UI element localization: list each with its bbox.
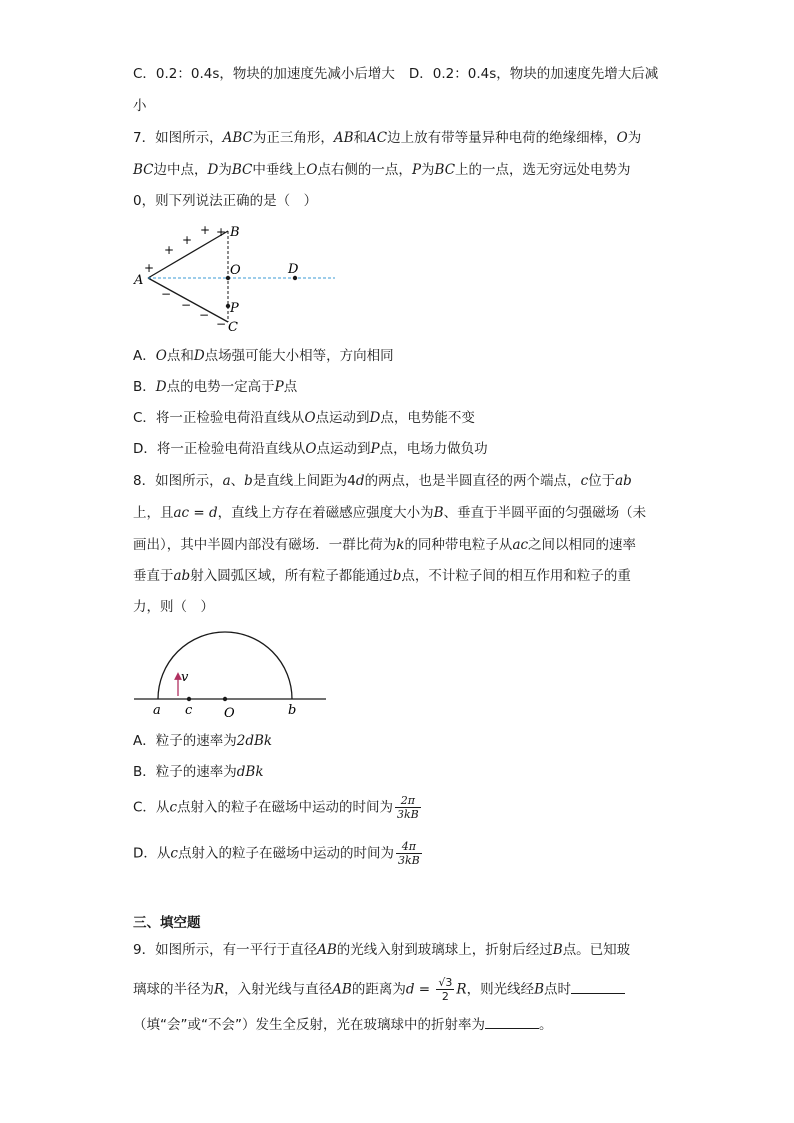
- q8-stem-line1: [133, 471, 632, 491]
- q9-text: （填“会”或“不会”）发生全反射，光在玻璃球中的折射率为: [133, 1017, 485, 1033]
- option-text: C．从: [133, 799, 170, 816]
- option-var: D: [193, 348, 205, 364]
- label-v: v: [181, 670, 189, 685]
- q8-text: 力，则（ ）: [133, 599, 214, 615]
- label-P: P: [230, 301, 239, 316]
- point-c: [187, 697, 191, 701]
- q9-var: AB: [332, 981, 352, 998]
- option-text: B．: [133, 379, 156, 395]
- q8-stem-line4: [133, 566, 631, 586]
- q9-text: ，入射光线与直径: [224, 981, 333, 998]
- q8-option-b: [133, 762, 264, 782]
- q8-var: ab: [615, 473, 632, 489]
- q8-text: 的同种带电粒子从: [404, 537, 513, 553]
- label-O: O: [224, 706, 235, 720]
- q8-text: 画出），其中半圆内部没有磁场．一群比荷为: [133, 537, 397, 553]
- q7-stem-line3: [133, 191, 317, 211]
- minus-sign: −: [181, 298, 192, 312]
- fraction: [395, 794, 421, 821]
- plus-sign: +: [144, 261, 155, 275]
- q8-text: =: [189, 505, 210, 521]
- q9-text: 点。已知玻: [562, 942, 631, 958]
- q8-var: ac: [512, 537, 529, 553]
- q7-var: P: [411, 162, 422, 178]
- q9-var: AB: [317, 942, 337, 958]
- option-text: 点运动到: [315, 410, 370, 426]
- section-title: [133, 913, 201, 933]
- q9-text: 的光线入射到玻璃球上，折射后经过: [336, 942, 553, 958]
- option-text: D．从: [133, 845, 171, 862]
- q9-text: 璃球的半径为: [133, 981, 214, 998]
- minus-sign: −: [161, 287, 172, 301]
- q7-text: 点右侧的一点，: [317, 162, 412, 178]
- q8-text: 是直线上间距为4: [252, 473, 356, 489]
- q9-var: B: [534, 981, 545, 998]
- q8-var: c: [580, 473, 589, 489]
- option-text: D．将一正检验电荷沿直线从: [133, 441, 306, 457]
- plus-sign: +: [200, 223, 211, 237]
- q9-text: 点时: [544, 981, 572, 998]
- option-text: B．粒子的速率为: [133, 764, 237, 780]
- q8-var: d: [355, 473, 365, 489]
- option-text: 点，电场力做负功: [379, 441, 488, 457]
- q8-text: 上，且: [133, 505, 174, 521]
- label-D: D: [288, 262, 299, 277]
- q9-text: 的距离为: [351, 981, 406, 998]
- q7-text: 边上放有带等量异种电荷的绝缘细棒，: [387, 130, 617, 146]
- q7-text: 中垂线上: [252, 162, 307, 178]
- q9-text: ，则光线经: [466, 981, 535, 998]
- q9-var: d: [405, 981, 415, 998]
- q8-option-c: [133, 794, 423, 821]
- q9-var: R: [214, 981, 225, 998]
- q7-var: BC: [231, 162, 253, 178]
- option-var: c: [170, 845, 178, 862]
- fraction-denominator: 3kB: [397, 854, 420, 867]
- fraction-numerator: √3: [438, 976, 453, 989]
- q6-option-d-cont: [133, 96, 147, 116]
- option-text: 点运动到: [316, 441, 371, 457]
- q8-figure: [130, 626, 330, 720]
- option-text: 点的电势一定高于: [166, 379, 275, 395]
- q8-stem-line3: [133, 535, 636, 555]
- option-var: dBk: [236, 764, 264, 780]
- option-text: 点射入的粒子在磁场中运动的时间为: [177, 845, 394, 862]
- q7-option-c: [133, 408, 475, 428]
- option-text: 点场强可能大小相等，方向相同: [204, 348, 394, 364]
- q8-text: 射入圆弧区域，所有粒子都能通过: [190, 568, 393, 584]
- q9-text: 。: [538, 1017, 553, 1033]
- q7-var: BC: [434, 162, 456, 178]
- q8-text: 垂直于: [133, 568, 174, 584]
- q7-text: 边中点，: [153, 162, 208, 178]
- option-var: 2dBk: [236, 733, 273, 749]
- q7-text: 为: [421, 162, 435, 178]
- label-A: A: [134, 273, 144, 288]
- q7-var: O: [306, 162, 318, 178]
- q7-option-b: [133, 377, 297, 397]
- q7-text: 0，则下列说法正确的是（ ）: [133, 193, 318, 209]
- q8-var: a: [222, 473, 231, 489]
- q7-figure: [130, 220, 345, 338]
- minus-sign: −: [199, 308, 210, 322]
- fraction-numerator: 2π: [395, 794, 421, 808]
- label-C: C: [228, 320, 238, 335]
- q7-var: AB: [333, 130, 354, 146]
- q8-text: 、: [230, 473, 245, 489]
- fraction-denominator: 3kB: [397, 808, 419, 821]
- q9-stem-line2: [133, 976, 625, 1003]
- q7-text: 7．如图所示，: [133, 130, 223, 146]
- q8-var: b: [244, 473, 253, 489]
- q7-option-d: [133, 439, 488, 459]
- option-var: O: [155, 348, 167, 364]
- fraction: [396, 840, 422, 867]
- q7-var: AC: [367, 130, 388, 146]
- q7-text: 和: [353, 130, 368, 146]
- option-text: 点射入的粒子在磁场中运动的时间为: [177, 799, 393, 816]
- q8-text: ，直线上方存在着磁感应强度大小为: [217, 505, 434, 521]
- option-var: D: [369, 410, 381, 426]
- fraction-denominator: 2: [441, 990, 449, 1003]
- q7-var: O: [616, 130, 628, 146]
- q7-var: ABC: [222, 130, 253, 146]
- q9-var: B: [552, 942, 563, 958]
- q6-option-c: C．0.2：0.4s，物块的加速度先减小后增大: [133, 66, 395, 82]
- option-text: 点: [283, 379, 298, 395]
- option-text: C．将一正检验电荷沿直线从: [133, 410, 305, 426]
- label-c: c: [185, 703, 193, 718]
- q8-option-d: [133, 840, 424, 867]
- fraction-numerator: 4π: [396, 840, 422, 854]
- q8-var: b: [392, 568, 402, 584]
- minus-sign: −: [216, 317, 227, 331]
- label-B: B: [230, 225, 240, 240]
- q8-var: ab: [173, 568, 191, 584]
- q7-text: 为正三角形，: [252, 130, 334, 146]
- q8-stem-line2: [133, 503, 646, 523]
- q8-text: 的两点，也是半圆直径的两个端点，: [364, 473, 581, 489]
- q8-var: k: [396, 537, 405, 553]
- q8-text: 点，不计粒子间的相互作用和粒子的重: [401, 568, 631, 584]
- q7-text: 为: [627, 130, 642, 146]
- option-var: D: [155, 379, 167, 395]
- q6-option-d-text: 小: [133, 98, 147, 114]
- point-O: [223, 697, 227, 701]
- q8-option-a: [133, 731, 272, 751]
- plus-sign: +: [164, 243, 175, 257]
- plus-sign: +: [216, 225, 227, 239]
- option-var: c: [169, 799, 177, 816]
- option-var: P: [370, 441, 380, 457]
- option-text: A．: [133, 348, 156, 364]
- q6-option-c-d: [133, 64, 658, 84]
- option-var: O: [305, 441, 317, 457]
- label-a: a: [153, 703, 161, 718]
- q8-text: 之间以相同的速率: [528, 537, 637, 553]
- section-title-text: 三、填空题: [133, 915, 201, 931]
- q9-stem-line3: [133, 1014, 552, 1035]
- option-var: P: [274, 379, 284, 395]
- plus-sign: +: [182, 233, 193, 247]
- option-var: O: [304, 410, 316, 426]
- q7-stem-line1: [133, 128, 641, 148]
- q9-stem-line1: [133, 940, 630, 960]
- q8-var: d: [209, 505, 218, 521]
- q8-text: 位于: [588, 473, 616, 489]
- q9-var: R: [456, 981, 467, 998]
- q6-option-d: D．0.2：0.4s，物块的加速度先增大后减: [408, 66, 659, 82]
- option-text: A．粒子的速率为: [133, 733, 237, 749]
- q7-stem-line2: [133, 160, 631, 180]
- q9-text: =: [414, 981, 435, 998]
- fraction: [436, 976, 454, 1003]
- answer-blank-1[interactable]: [571, 979, 625, 994]
- option-text: 点，电势能不变: [380, 410, 475, 426]
- q8-var: ac: [173, 505, 190, 521]
- q8-stem-line5: [133, 597, 214, 617]
- q8-var: B: [433, 505, 444, 521]
- label-O: O: [230, 263, 241, 278]
- q7-text: 为: [218, 162, 232, 178]
- q7-var: D: [207, 162, 219, 178]
- q7-option-a: [133, 346, 394, 366]
- q9-text: 9．如图所示，有一平行于直径: [133, 942, 318, 958]
- q8-text: 、垂直于半圆平面的匀强磁场（未: [443, 505, 647, 521]
- answer-blank-2[interactable]: [485, 1014, 539, 1029]
- label-b: b: [288, 703, 297, 718]
- q7-text: 上的一点，选无穷远处电势为: [455, 162, 631, 178]
- option-text: 点和: [166, 348, 194, 364]
- q7-var: BC: [133, 162, 154, 178]
- q8-text: 8．如图所示，: [133, 473, 223, 489]
